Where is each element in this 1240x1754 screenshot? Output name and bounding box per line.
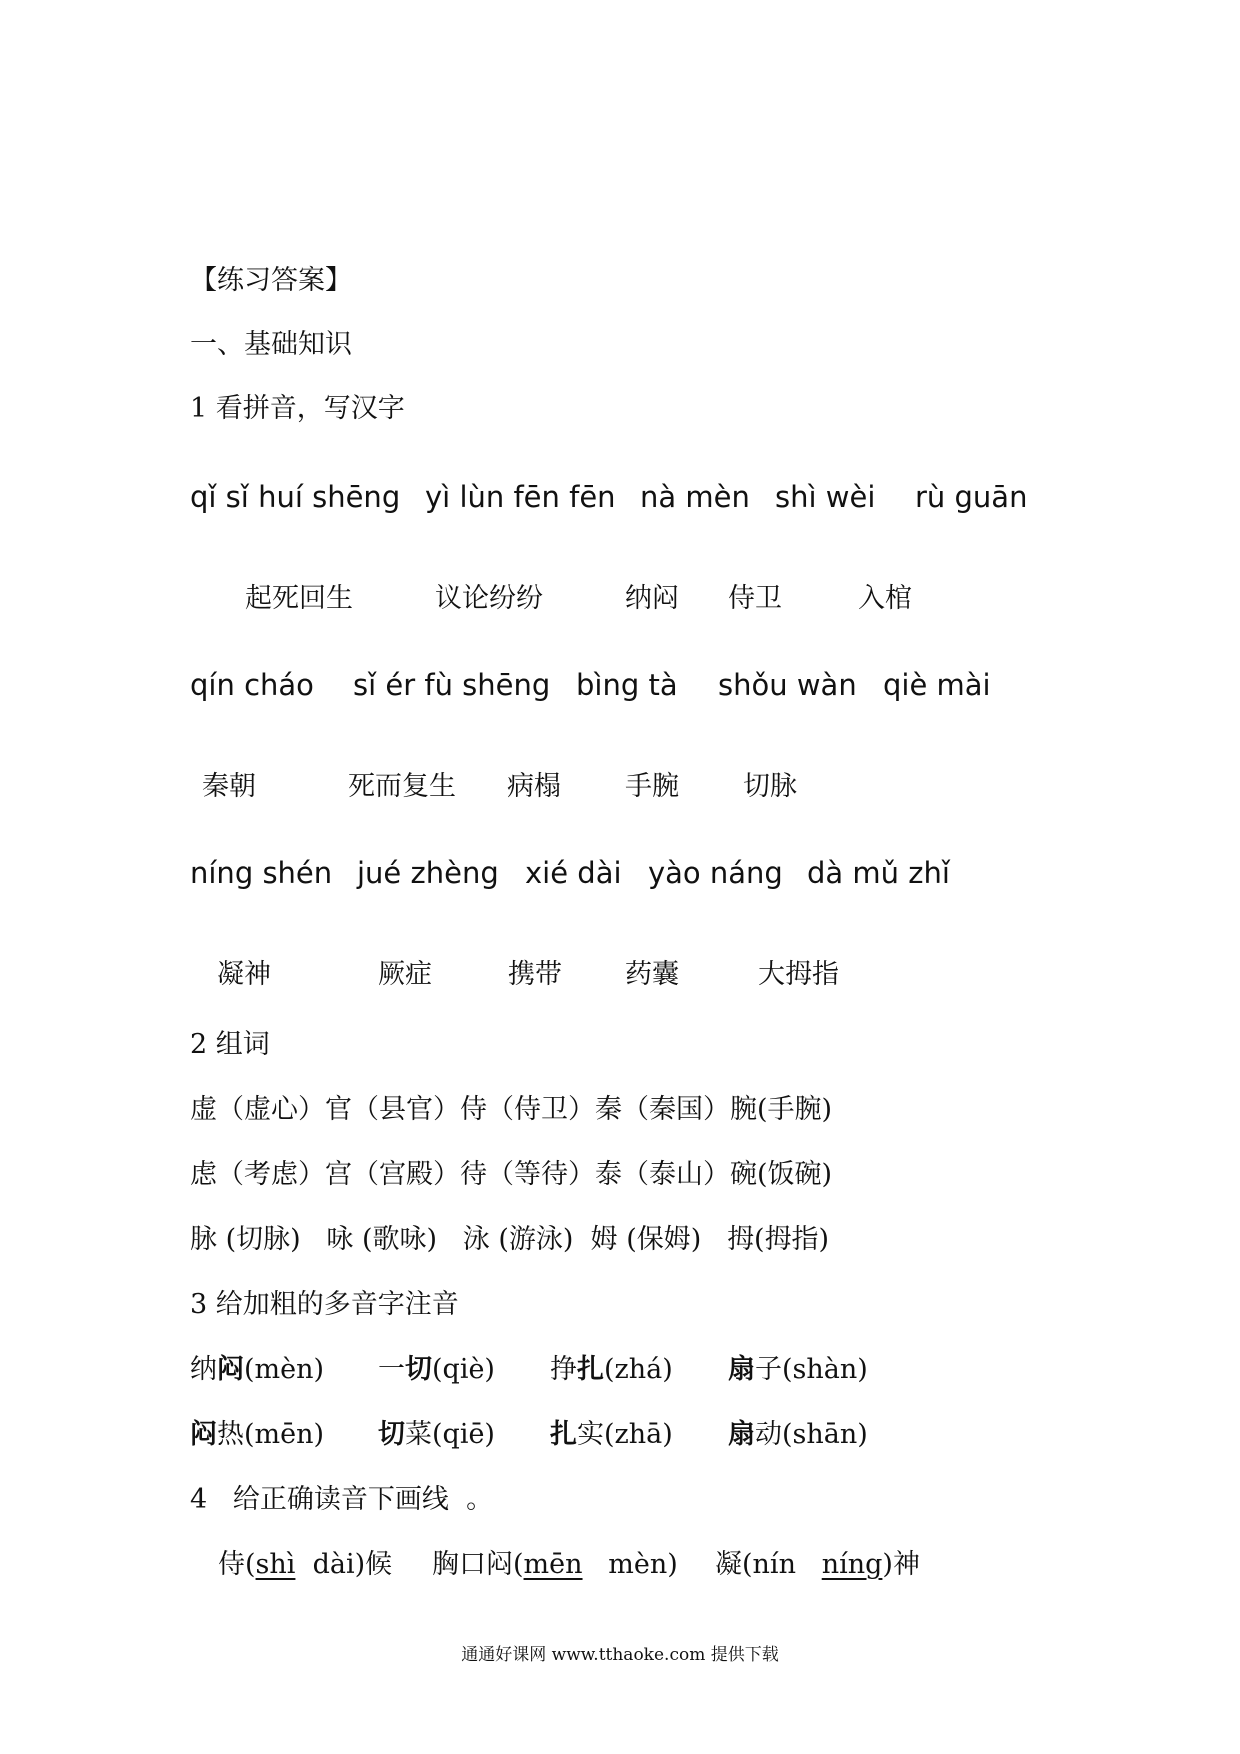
polyphone-item: 扇动(shān) <box>728 1419 868 1450</box>
pinyin-row-1 <box>0 480 1240 520</box>
hanzi-row-2 <box>0 764 1240 804</box>
word-group-line: 虚（虚心）官（县官）侍（侍卫）秦（秦国）腕(手腕) <box>190 1094 833 1125</box>
question-1-title: 1 看拼音，写汉字 <box>190 393 405 424</box>
answer-title: 【练习答案】 <box>190 265 352 296</box>
hanzi-row-1 <box>0 576 1240 616</box>
polyphone-row-2 <box>0 1412 1240 1452</box>
hanzi-answer: 携带 <box>508 959 562 990</box>
pinyin-item: níng shén <box>190 856 333 890</box>
hanzi-answer: 凝神 <box>217 959 271 990</box>
pinyin-item: qín cháo <box>190 668 314 702</box>
hanzi-answer: 手腕 <box>625 771 679 802</box>
hanzi-answer: 起死回生 <box>245 583 353 614</box>
hanzi-answer: 侍卫 <box>728 583 782 614</box>
hanzi-answer: 秦朝 <box>202 771 256 802</box>
pinyin-item: dà mǔ zhǐ <box>807 856 950 890</box>
polyphone-item: 扎实(zhā) <box>550 1419 673 1450</box>
polyphone-item: 一切(qiè) <box>378 1354 495 1385</box>
pinyin-item: sǐ ér fù shēng <box>353 668 551 702</box>
pinyin-item: bìng tà <box>576 668 678 702</box>
question-2-title: 2 组词 <box>190 1029 270 1060</box>
pinyin-item: nà mèn <box>640 480 750 514</box>
pinyin-row-2 <box>0 668 1240 708</box>
section-basic-knowledge: 一、基础知识 <box>190 329 352 360</box>
word-group-line: 虑（考虑）宫（宫殿）待（等待）泰（泰山）碗(饭碗) <box>190 1159 833 1190</box>
pronunciation-item: 胸口闷(mēn mèn) <box>432 1549 678 1580</box>
hanzi-answer: 议论纷纷 <box>435 583 543 614</box>
hanzi-row-3 <box>0 952 1240 992</box>
hanzi-answer: 厥症 <box>378 959 432 990</box>
pinyin-item: xié dài <box>525 856 622 890</box>
polyphone-item: 闷热(mēn) <box>190 1419 325 1450</box>
pinyin-item: rù guān <box>915 480 1028 514</box>
polyphone-row-1 <box>0 1347 1240 1387</box>
footer-source: 通通好课网 www.tthaoke.com 提供下载 <box>461 1645 779 1665</box>
pinyin-item: yào náng <box>648 856 783 890</box>
pinyin-item: qiè mài <box>883 668 991 702</box>
pinyin-row-3 <box>0 856 1240 896</box>
hanzi-answer: 药囊 <box>625 959 679 990</box>
polyphone-item: 扇子(shàn) <box>728 1354 868 1385</box>
pronunciation-item: 侍(shì dài)候 <box>218 1549 393 1580</box>
question-3-title: 3 给加粗的多音字注音 <box>190 1289 459 1320</box>
pinyin-item: shì wèi <box>775 480 876 514</box>
pinyin-item: qǐ sǐ huí shēng <box>190 480 401 514</box>
hanzi-answer: 切脉 <box>743 771 797 802</box>
pinyin-item: yì lùn fēn fēn <box>425 480 616 514</box>
question-4-title: 4 给正确读音下画线 。 <box>190 1484 494 1515</box>
hanzi-answer: 死而复生 <box>348 771 456 802</box>
word-group-line: 脉 (切脉) 咏 (歌咏) 泳 (游泳) 姆 (保姆) 拇(拇指) <box>190 1224 830 1255</box>
pinyin-item: jué zhèng <box>357 856 499 890</box>
hanzi-answer: 大拇指 <box>758 959 839 990</box>
pinyin-item: shǒu wàn <box>718 668 857 702</box>
polyphone-item: 切菜(qiē) <box>378 1419 495 1450</box>
polyphone-item: 纳闷(mèn) <box>190 1354 325 1385</box>
hanzi-answer: 纳闷 <box>625 583 679 614</box>
hanzi-answer: 病榻 <box>507 771 561 802</box>
pronunciation-row <box>0 1542 1240 1582</box>
pronunciation-item: 凝(nín níng)神 <box>715 1549 920 1580</box>
polyphone-item: 挣扎(zhá) <box>550 1354 673 1385</box>
hanzi-answer: 入棺 <box>858 583 912 614</box>
